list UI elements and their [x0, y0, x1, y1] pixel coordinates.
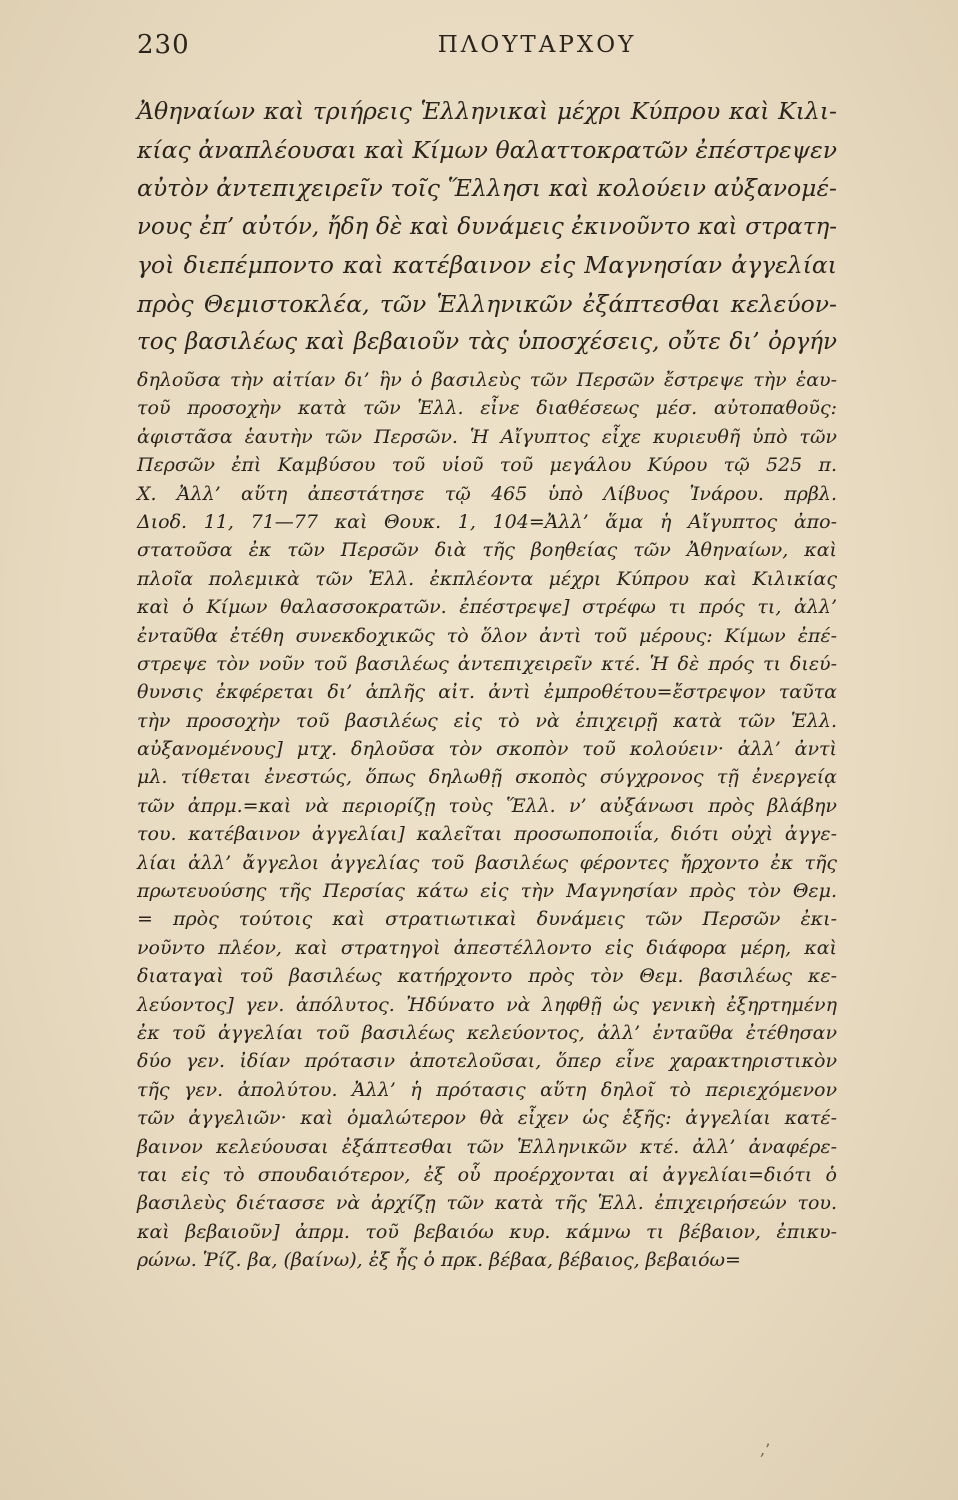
commentary-line: τοῦ προσοχὴν κατὰ τῶν Ἑλλ. εἶνε διαθέσεως μέσ. αὐτοπαθοῦς: [137, 397, 837, 420]
main-text-line: αὐτὸν ἀντεπιχειρεῖν τοῖς Ἕλλησι καὶ κολούειν αὐξανομέ- [137, 174, 837, 202]
footer-mark: ,’ [760, 1440, 771, 1459]
commentary-line: πρωτευούσης τῆς Περσίας κάτω εἰς τὴν Μαγνησίαν πρὸς τὸν Θεμ. [137, 880, 837, 903]
commentary-line: βαινον κελεύουσαι ἐξάπτεσθαι τῶν Ἑλληνικῶν κτέ. ἀλλ’ ἀναφέρε- [137, 1135, 837, 1158]
commentary-line: βασιλεὺς διέτασσε νὰ ἀρχίζῃ τῶν κατὰ τῆς Ἑλλ. ἐπιχειρήσεών του. [137, 1192, 837, 1215]
commentary-line: τῶν ἀγγελιῶν· καὶ ὁμαλώτερον θὰ εἶχεν ὡς ἑξῆς: ἀγγελίαι κατέ- [137, 1107, 837, 1130]
main-text-line: πρὸς Θεμιστοκλέα, τῶν Ἑλληνικῶν ἐξάπτεσθαι κελεύον- [137, 289, 837, 318]
commentary-line: τὴν προσοχὴν τοῦ βασιλέως εἰς τὸ νὰ ἐπιχειρῇ κατὰ τῶν Ἑλλ. [137, 709, 837, 732]
commentary-line: στρεψε τὸν νοῦν τοῦ βασιλέως ἀντεπιχειρεῖν κτέ. Ἡ δὲ πρός τι διεύ- [137, 652, 837, 675]
main-text-line: γοὶ διεπέμποντο καὶ κατέβαινον εἰς Μαγνησίαν ἀγγελίαι [137, 251, 837, 279]
commentary-line: πλοῖα πολεμικὰ τῶν Ἑλλ. ἐκπλέοντα μέχρι Κύπρου καὶ Κιλικίας [137, 567, 837, 590]
commentary-notes [137, 366, 837, 1275]
main-text-line: Ἀθηναίων καὶ τριήρεις Ἑλληνικαὶ μέχρι Κύπρου καὶ Κιλι- [137, 97, 837, 125]
commentary-line: του. κατέβαινον ἀγγελίαι] καλεῖται προσωποποιΐα, διότι οὐχὶ ἀγγε- [137, 823, 837, 846]
commentary-line: δηλοῦσα τὴν αἰτίαν δι’ ἣν ὁ βασιλεὺς τῶν Περσῶν ἔστρεψε τὴν ἑαυ- [137, 369, 837, 391]
commentary-line: ἐνταῦθα ἐτέθη συνεκδοχικῶς τὸ ὅλον ἀντὶ τοῦ μέρους: Κίμων ἐπέ- [137, 624, 837, 647]
main-text-line: τος βασιλέως καὶ βεβαιοῦν τὰς ὑποσχέσεις, οὔτε δι’ ὀργήν [137, 329, 837, 355]
main-text-line: κίας ἀναπλέουσαι καὶ Κίμων θαλαττοκρατῶν ἐπέστρεψεν [137, 135, 837, 164]
commentary-line: δύο γεν. ἰδίαν πρότασιν ἀποτελοῦσαι, ὅπερ εἶνε χαρακτηριστικὸν [137, 1050, 837, 1073]
commentary-line: Περσῶν ἐπὶ Καμβύσου τοῦ υἱοῦ τοῦ μεγάλου Κύρου τῷ 525 π. [137, 454, 837, 477]
commentary-line: θυνσις ἐκφέρεται δι’ ἁπλῆς αἰτ. ἀντὶ ἐμπροθέτου=ἔστρεψον ταῦτα [137, 681, 837, 704]
running-head: ΠΛΟΥΤΑΡΧΟΥ [437, 32, 637, 58]
main-text-line: νους ἐπ’ αὐτόν, ἤδη δὲ καὶ δυνάμεις ἐκινοῦντο καὶ στρατη- [137, 213, 837, 240]
commentary-line: στατοῦσα ἐκ τῶν Περσῶν διὰ τῆς βοηθείας τῶν Ἀθηναίων, καὶ [137, 539, 837, 562]
commentary-line: Διοδ. 11, 71—77 καὶ Θουκ. 1, 104=Ἀλλ’ ἅμα ἡ Αἴγυπτος ἀπο- [137, 510, 837, 533]
page-header [137, 30, 837, 66]
commentary-line: λεύοντος] γεν. ἀπόλυτος. Ἠδύνατο νὰ ληφθῇ ὡς γενικὴ ἐξηρτημένη [137, 993, 837, 1016]
commentary-line: καὶ ὁ Κίμων θαλασσοκρατῶν. ἐπέστρεψε] στρέφω τι πρός τι, ἀλλ’ [137, 596, 837, 619]
commentary-line: μλ. τίθεται ἐνεστώς, ὅπως δηλωθῇ σκοπὸς σύγχρονος τῇ ἐνεργείᾳ [137, 766, 837, 789]
commentary-line: ρώνω. Ῥίζ. βα, (βαίνω), ἐξ ἧς ὁ πρκ. βέβαα, βέβαιος, βεβαιόω= [137, 1249, 741, 1272]
commentary-line: τῶν ἀπρμ.=καὶ νὰ περιορίζῃ τοὺς Ἕλλ. ν’ αὐξάνωσι πρὸς βλάβην [137, 794, 837, 817]
commentary-line: λίαι ἀλλ’ ἄγγελοι ἀγγελίας τοῦ βασιλέως φέροντες ἤρχοντο ἐκ τῆς [137, 851, 837, 874]
commentary-line: ται εἰς τὸ σπουδαιότερον, ἐξ οὗ προέρχονται αἱ ἀγγελίαι=διότι ὁ [137, 1163, 837, 1186]
commentary-line: Χ. Ἀλλ’ αὕτη ἀπεστάτησε τῷ 465 ὑπὸ Λίβυος Ἰνάρου. πρβλ. [137, 482, 837, 505]
page-number: 230 [137, 30, 190, 60]
commentary-line: διαταγαὶ τοῦ βασιλέως κατήρχοντο πρὸς τὸν Θεμ. βασιλέως κε- [137, 965, 837, 988]
commentary-line: καὶ βεβαιοῦν] ἀπρμ. τοῦ βεβαιόω κυρ. κάμνω τι βέβαιον, ἐπικυ- [137, 1220, 837, 1243]
commentary-line: ἀφιστᾶσα ἑαυτὴν τῶν Περσῶν. Ἡ Αἴγυπτος εἶχε κυριευθῆ ὑπὸ τῶν [137, 425, 837, 448]
commentary-line: = πρὸς τούτοις καὶ στρατιωτικαὶ δυνάμεις τῶν Περσῶν ἐκι- [137, 908, 837, 931]
commentary-line: αὐξανομένους] μτχ. δηλοῦσα τὸν σκοπὸν τοῦ κολούειν· ἀλλ’ ἀντὶ [137, 738, 837, 761]
commentary-line: ἐκ τοῦ ἀγγελίαι τοῦ βασιλέως κελεύοντος, ἀλλ’ ἐνταῦθα ἐτέθησαν [137, 1021, 837, 1044]
main-text [137, 92, 837, 362]
commentary-line: τῆς γεν. ἀπολύτου. Ἀλλ’ ἡ πρότασις αὕτη δηλοῖ τὸ περιεχόμενον [137, 1078, 837, 1101]
commentary-line: νοῦντο πλέον, καὶ στρατηγοὶ ἀπεστέλλοντο εἰς διάφορα μέρη, καὶ [137, 936, 837, 959]
